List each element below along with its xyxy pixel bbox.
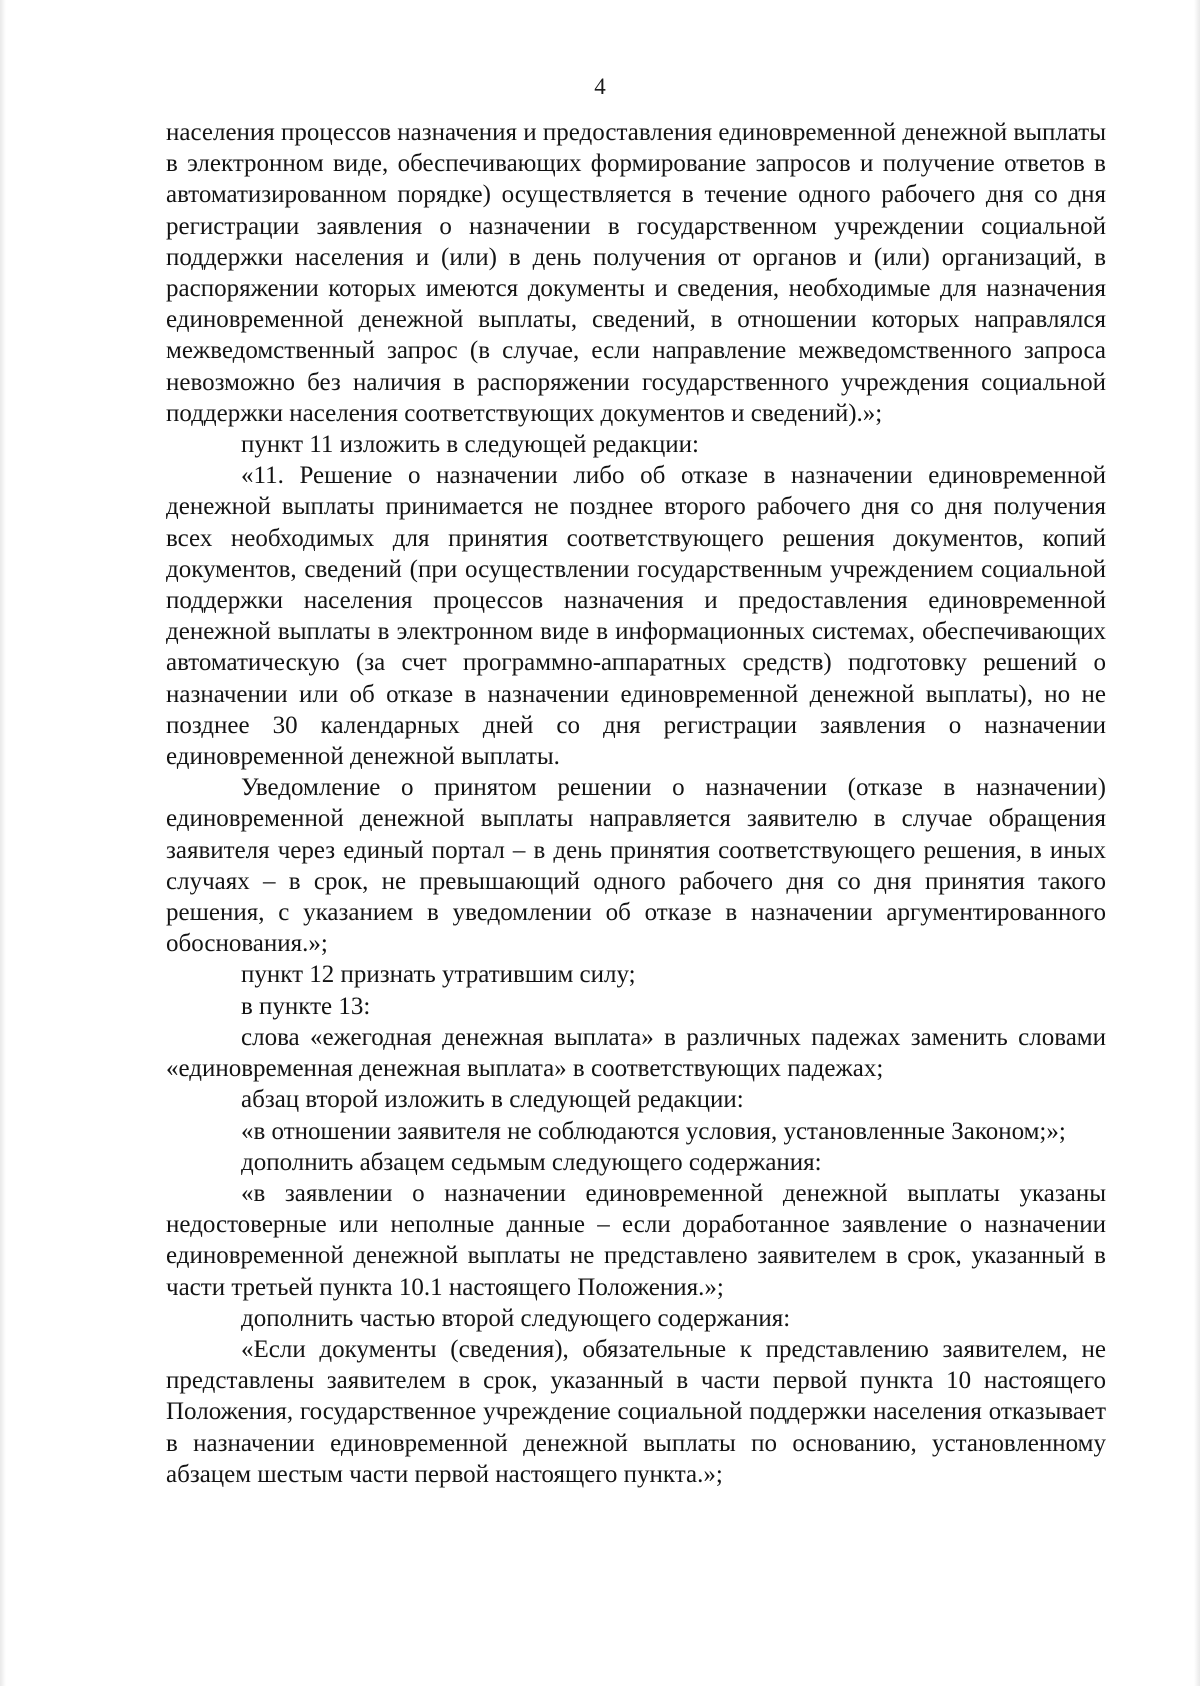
paragraph: «в отношении заявителя не соблюдаются условия, установленные Законом;»;	[241, 1117, 1066, 1145]
paragraph: абзац второй изложить в следующей редакции:	[241, 1086, 744, 1114]
paragraph: «в заявлении о назначении единовременной денежной выплаты указаны недостоверные или неполные данные – если доработанное заявление о назначении единовременной денежной выплаты не представлено заявителем в срок, указанный в части третьей пункта 10.1 настоящего Положения.»;	[166, 1179, 1106, 1301]
paragraph: дополнить абзацем седьмым следующего содержания:	[241, 1148, 822, 1176]
paragraph: дополнить частью второй следующего содержания:	[241, 1304, 791, 1332]
scan-edge-right	[1194, 0, 1200, 1686]
page-number: 4	[594, 74, 606, 99]
document-body	[166, 117, 1106, 1490]
paragraph: «11. Решение о назначении либо об отказе в назначении единовременной денежной выплаты принимается не позднее второго рабочего дня со дня получения всех необходимых для принятия соответствующего решения документов, копий документов, сведений (при осуществлении государственным учреждением социальной поддержки населения процессов назначения и предоставления единовременной денежной выплаты в электронном виде в информационных системах, обеспечивающих автоматическую (за счет программно-аппаратных средств) подготовку решений о назначении или об отказе в назначении единовременной денежной выплаты), но не позднее 30 календарных дней со дня регистрации заявления о назначении единовременной денежной выплаты.	[166, 462, 1106, 771]
paragraph: Уведомление о принятом решении о назначении (отказе в назначении) единовременной денежной выплаты направляется заявителю в случае обращения заявителя через единый портал – в день принятия соответствующего решения, в иных случаях – в срок, не превышающий одного рабочего дня со дня принятия такого решения, с указанием в уведомлении об отказе в назначении аргументированного обоснования.»;	[166, 774, 1106, 958]
scan-edge-left	[0, 0, 6, 1686]
paragraph: «Если документы (сведения), обязательные к представлению заявителем, не представлены заявителем в срок, указанный в части первой пункта 10 настоящего Положения, государственное учреждение социальной поддержки населения отказывает в назначении единовременной денежной выплаты по основанию, установленному абзацем шестым части первой настоящего пункта.»;	[166, 1335, 1106, 1488]
paragraph: пункт 12 признать утратившим силу;	[241, 961, 636, 989]
paragraph: пункт 11 изложить в следующей редакции:	[241, 431, 699, 459]
paragraph: слова «ежегодная денежная выплата» в различных падежах заменить словами «единовременная денежная выплата» в соответствующих падежах;	[166, 1023, 1106, 1083]
paragraph: населения процессов назначения и предоставления единовременной денежной выплаты в электронном виде, обеспечивающих формирование запросов и получение ответов в автоматизированном порядке) осуществляется в течение одного рабочего дня со дня регистрации заявления о назначении в государственном учреждении социальной поддержки населения и (или) в день получения от органов и (или) организаций, в распоряжении которых имеются документы и сведения, необходимые для назначения единовременной денежной выплаты, сведений, в отношении которых направлялся межведомственный запрос (в случае, если направление межведомственного запроса невозможно без наличия в распоряжении государственного учреждения социальной поддержки населения соответствующих документов и сведений).»;	[166, 119, 1107, 427]
paragraph: в пункте 13:	[241, 992, 371, 1020]
